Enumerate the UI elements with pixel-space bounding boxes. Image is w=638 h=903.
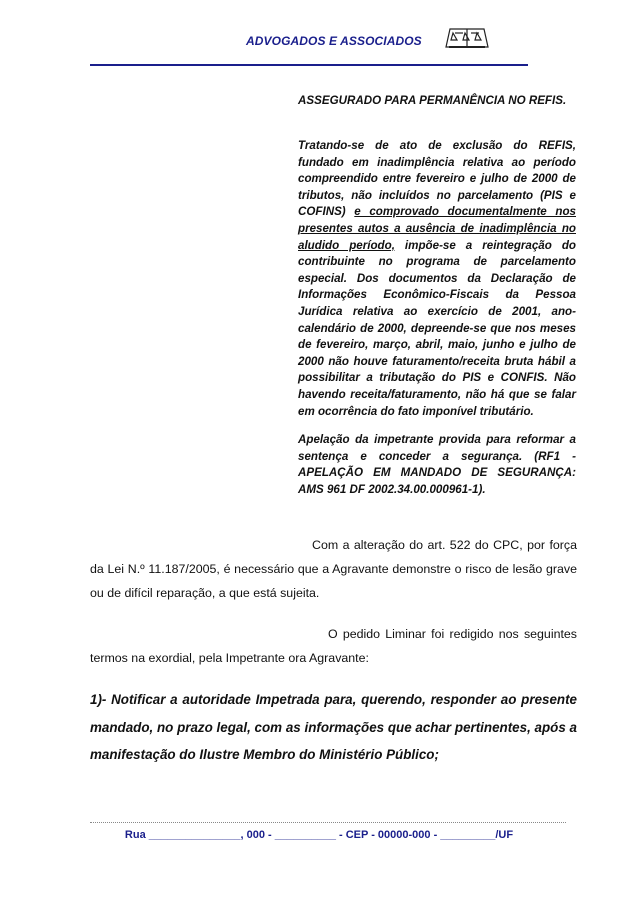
quote-heading bbox=[298, 93, 576, 110]
header-divider bbox=[90, 64, 528, 66]
quote-text-part2: impõe-se a reintegração do contribuinte no programa de parcelamento especial. Dos documentos da Declaração de Informações Econômico-Fiscais da Pessoa Jurídica relativa ao exercício de 2001, ano-calendário de 2000, depreende-se que nos meses de fevereiro, março, abril, maio, junho e julho de 2000 não houve faturamento/receita bruta hábil a possibilitar a tributação do PIS e CONFIS. Não havendo receita/faturamento, não há que se falar em ocorrência do fato imponível tributário. bbox=[298, 238, 576, 418]
quote-paragraph-text bbox=[298, 138, 576, 420]
letterhead bbox=[0, 26, 638, 66]
scales-of-justice-icon bbox=[444, 26, 490, 50]
request-item-1 bbox=[90, 686, 577, 769]
request-item-1-text: 1)- Notificar a autoridade Impetrada para, querendo, responder ao presente mandado, no prazo legal, com as informações que achar pertinentes, após a manifestação do Ilustre Membro do Ministério Público; bbox=[90, 692, 577, 762]
body-paragraph-1 bbox=[90, 533, 577, 605]
quote-underlined-text: e comprovado documentalmente nos presentes autos a ausência de inadimplência no aludido período, bbox=[298, 205, 576, 252]
firm-name: ADVOGADOS E ASSOCIADOS bbox=[246, 34, 422, 48]
body-paragraph-2-text: O pedido Liminar foi redigido nos seguintes termos na exordial, pela Impetrante ora Agravante: bbox=[90, 627, 577, 665]
footer-divider bbox=[90, 822, 566, 823]
quote-ruling-text: Apelação da impetrante provida para reformar a sentença e conceder a segurança. (RF1 - APELAÇÃO EM MANDADO DE SEGURANÇA: AMS 961 DF 2002.34.00.000961-1). bbox=[298, 433, 576, 496]
quote-ruling bbox=[298, 432, 576, 498]
body-paragraph-1-text: Com a alteração do art. 522 do CPC, por força da Lei N.º 11.187/2005, é necessário que a Agravante demonstre o risco de lesão grave ou de difícil reparação, a que está sujeita. bbox=[90, 538, 577, 600]
quote-heading-text: ASSEGURADO PARA PERMANÊNCIA NO REFIS. bbox=[298, 94, 567, 107]
footer-address: Rua _______________, 000 - __________ - CEP - 00000-000 - _________/UF bbox=[124, 829, 514, 841]
quote-text-part1: Tratando-se de ato de exclusão do REFIS, fundado em inadimplência relativa ao período compreendido entre fevereiro e julho de 2000 de tributos, não incluídos no parcelamento (PIS e COFINS) bbox=[298, 139, 576, 219]
body-paragraph-2 bbox=[90, 622, 577, 670]
quote-paragraph bbox=[298, 138, 576, 420]
